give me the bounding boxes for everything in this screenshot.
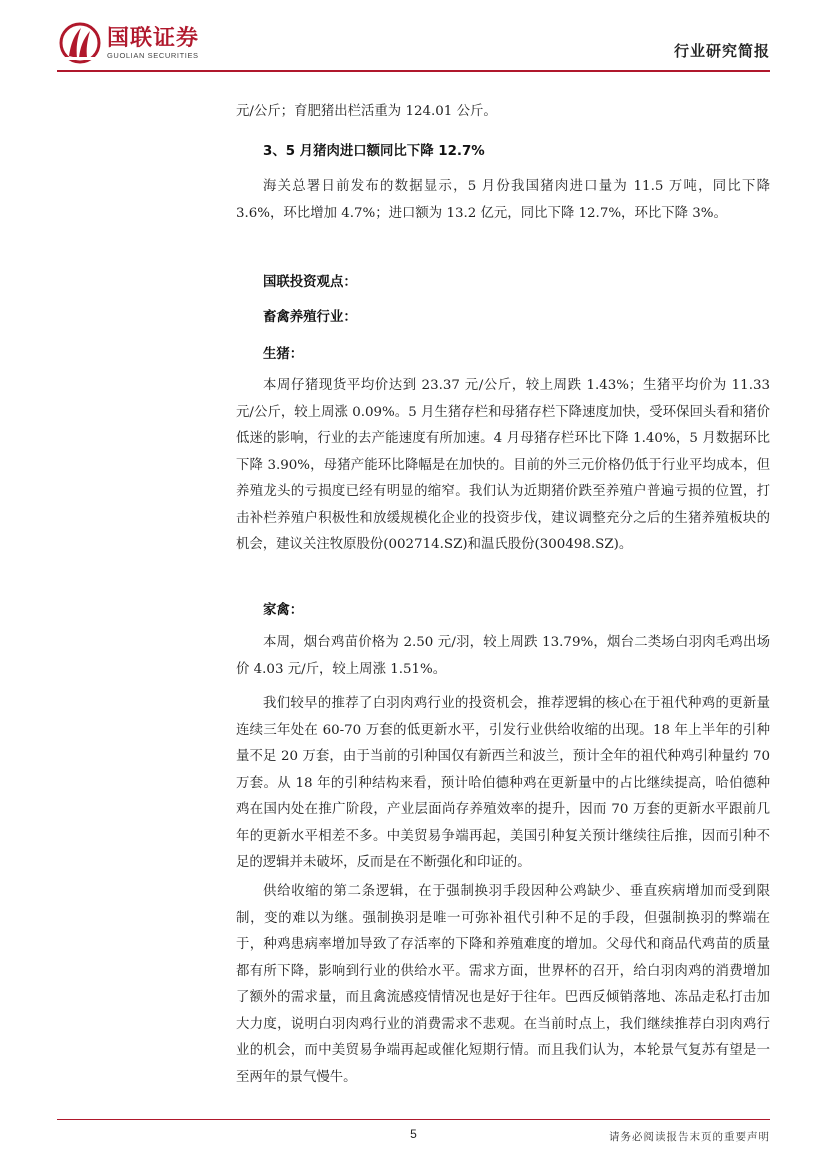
page-number: 5 bbox=[410, 1127, 417, 1141]
heading-hog: 生猪： bbox=[263, 347, 304, 362]
page-header bbox=[0, 0, 827, 75]
guolian-logo-icon bbox=[57, 22, 103, 64]
paragraph-poultry-logic-1: 我们较早的推荐了白羽肉鸡行业的投资机会，推荐逻辑的核心在于祖代种鸡的更新量连续三年处在 60-70 万套的低更新水平，引发行业供给收缩的出现。18 年上半年的引种量不足 20 万套，由于当前的引种国仅有新西兰和波兰，预计全年的祖代种鸡引种量约 70 万套。从 18 年的引种结构来看，预计哈伯德种鸡在更新量中的占比继续提高，哈伯德种鸡在国内处在推广阶段，产业层面尚存养殖效率的提升，因而 70 万套的更新水平跟前几年的更新水平相差不多。中美贸易争端再起，美国引种复关预计继续往后推，因而引种不足的逻辑并未破坏，反而是在不断强化和印证的。 bbox=[236, 696, 770, 870]
paragraph-pork-import: 海关总署日前发布的数据显示，5 月份我国猪肉进口量为 11.5 万吨，同比下降 3.6%，环比增加 4.7%；进口额为 13.2 亿元，同比下降 12.7%，环比下降 3%。 bbox=[236, 179, 770, 221]
paragraph-poultry-logic-2: 供给收缩的第二条逻辑，在于强制换羽手段因种公鸡缺少、垂直疾病增加而受到限制，变的难以为继。强制换羽是唯一可弥补祖代引种不足的手段，但强制换羽的弊端在于，种鸡患病率增加导致了存活率的下降和养殖难度的增加。父母代和商品代鸡苗的质量都有所下降，影响到行业的供给水平。需求方面，世界杯的召开，给白羽肉鸡的消费增加了额外的需求量，而且禽流感疫情情况也是好于往年。巴西反倾销落地、冻品走私打击加大力度，说明白羽肉鸡行业的消费需求不悲观。在当前时点上，我们继续推荐白羽肉鸡行业的机会，而中美贸易争端再起或催化短期行情。而且我们认为，本轮景气复苏有望是一至两年的景气慢牛。 bbox=[236, 884, 770, 1085]
logo-cn-text: 国联证券 bbox=[107, 25, 200, 51]
footer-disclaimer: 请务必阅读报告末页的重要声明 bbox=[609, 1131, 770, 1143]
guolian-logo bbox=[57, 22, 199, 64]
footer-divider bbox=[57, 1119, 770, 1120]
report-type-label: 行业研究简报 bbox=[673, 42, 770, 60]
heading-investment-views: 国联投资观点： bbox=[263, 275, 357, 290]
header-divider bbox=[57, 70, 770, 72]
heading-pork-import: 3、5 月猪肉进口额同比下降 12.7% bbox=[263, 144, 485, 159]
heading-livestock: 畜禽养殖行业： bbox=[263, 310, 357, 325]
paragraph-hog: 本周仔猪现货平均价达到 23.37 元/公斤，较上周跌 1.43%；生猪平均价为 11.33 元/公斤，较上周涨 0.09%。5 月生猪存栏和母猪存栏下降速度加快，受环保回头看和猪价低迷的影响，行业的去产能速度有所加速。4 月母猪存栏环比下降 1.40%，5 月数据环比下降 3.90%，母猪产能环比降幅是在加快的。目前的外三元价格仍低于行业平均成本，但养殖龙头的亏损度已经有明显的缩窄。我们认为近期猪价跌至养殖户普遍亏损的位置，打击补栏养殖户积极性和放缓规模化企业的投资步伐，建议调整充分之后的生猪养殖板块的机会，建议关注牧原股份(002714.SZ)和温氏股份(300498.SZ)。 bbox=[236, 378, 770, 552]
heading-poultry: 家禽： bbox=[263, 603, 304, 618]
paragraph-continuation: 元/公斤；育肥猪出栏活重为 124.01 公斤。 bbox=[236, 104, 497, 119]
paragraph-poultry-prices: 本周，烟台鸡苗价格为 2.50 元/羽，较上周跌 13.79%，烟台二类场白羽肉毛鸡出场价 4.03 元/斤，较上周涨 1.51%。 bbox=[236, 635, 770, 677]
logo-en-text: GUOLIAN SECURITIES bbox=[107, 50, 199, 60]
